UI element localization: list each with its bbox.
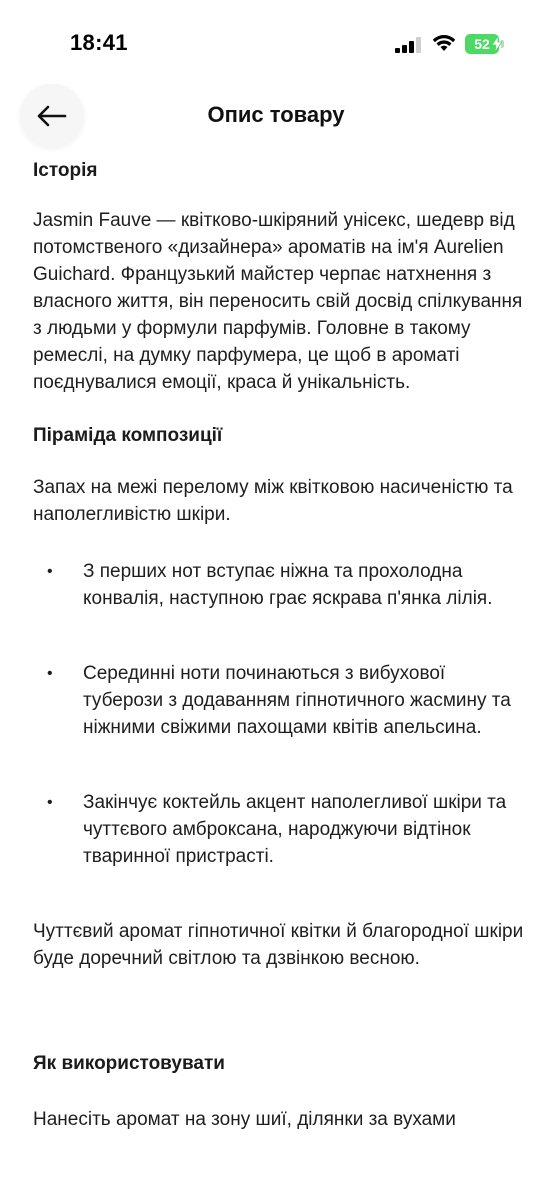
list-item [33, 558, 528, 612]
usage-heading: Як використовувати [33, 1053, 225, 1074]
usage-text: Нанесіть аромат на зону шиї, ділянки за вухами [33, 1109, 456, 1130]
wifi-icon [432, 34, 456, 52]
pyramid-heading: Піраміда композиції [33, 425, 223, 446]
bullet: • [47, 563, 53, 580]
page-title: Опис товару [207, 102, 345, 127]
battery-charging-icon [465, 34, 505, 54]
list-item [33, 660, 528, 741]
battery-level: 52 [465, 34, 499, 54]
history-heading: Історія [33, 160, 98, 181]
bullet: • [47, 665, 53, 682]
pyramid-intro: Запах на межі перелому між квітковою насиченістю та наполегливістю шкіри. [33, 477, 513, 525]
header [0, 84, 552, 148]
status-bar [0, 0, 552, 90]
status-time: 18:41 [70, 30, 128, 55]
description-content [33, 155, 528, 1133]
note-text: Закінчує коктейль акцент наполегливої шкіри та чуттєвого амброксана, народжуючи відтінок тваринної пристрасті. [83, 792, 507, 867]
cellular-signal-icon [395, 37, 423, 53]
history-text: Jasmin Fauve — квітково-шкіряний унісекс, шедевр від потомственого «дизайнера» ароматів на ім'я Aurelien Guichard. Французький майстер черпає натхнення з власного життя, він переносить свій досвід спілкування з людьми у формули парфумів. Головне в такому ремеслі, на думку парфумера, це щоб в ароматі поєднувалися емоції, краса й унікальність. [33, 210, 523, 393]
bullet: • [47, 794, 53, 811]
list-item [33, 789, 528, 870]
notes-list [33, 558, 528, 870]
note-text: Серединні ноти починаються з вибухової туберози з додаванням гіпнотичного жасмину та ніжними свіжими пахощами квітів апельсина. [83, 663, 511, 738]
pyramid-summary: Чуттєвий аромат гіпнотичної квітки й благородної шкіри буде доречний світлою та дзвінкою весною. [33, 921, 524, 969]
charging-bolt-icon [492, 36, 502, 52]
note-text: З перших нот вступає ніжна та прохолодна конвалія, наступною грає яскрава п'янка лілія. [83, 561, 493, 609]
